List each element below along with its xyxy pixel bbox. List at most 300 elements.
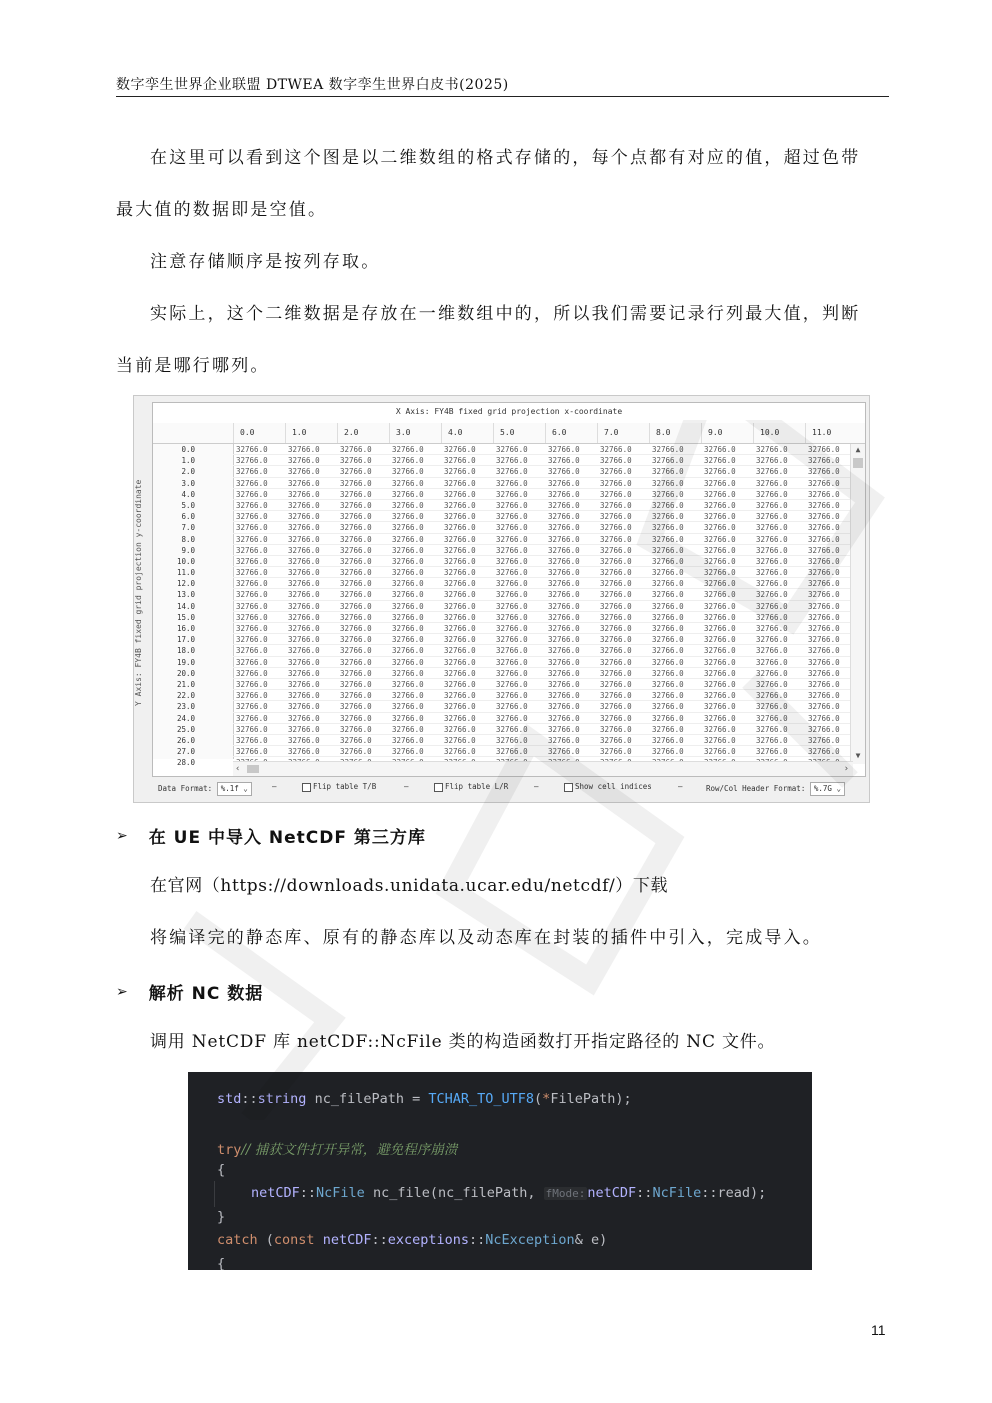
- table-cell[interactable]: 32766.0: [444, 500, 476, 510]
- table-cell[interactable]: 32766.0: [496, 624, 528, 633]
- table-cell[interactable]: 32766.0: [236, 713, 268, 723]
- table-cell[interactable]: 32766.0: [652, 556, 684, 566]
- table-cell[interactable]: 32766.0: [392, 679, 424, 689]
- table-cell[interactable]: 32766.0: [340, 467, 372, 477]
- table-cell[interactable]: 32766.0: [548, 523, 580, 533]
- table-cell[interactable]: 32766.0: [652, 646, 684, 656]
- table-cell[interactable]: 32766.0: [704, 489, 736, 499]
- table-cell[interactable]: 32766.0: [548, 601, 580, 611]
- table-cell[interactable]: 32766.0: [548, 478, 580, 488]
- table-cell[interactable]: 32766.0: [444, 489, 476, 499]
- table-cell[interactable]: 32766.0: [392, 545, 424, 555]
- table-cell[interactable]: 32766.0: [652, 545, 684, 555]
- table-cell[interactable]: 32766.0: [548, 568, 580, 578]
- table-cell[interactable]: 32766.0: [236, 579, 268, 589]
- table-cell[interactable]: 32766.0: [496, 478, 528, 488]
- table-cell[interactable]: 32766.0: [236, 691, 268, 701]
- table-cell[interactable]: 32766.0: [392, 512, 424, 522]
- table-cell[interactable]: 32766.0: [652, 624, 684, 633]
- table-cell[interactable]: 32766.0: [288, 456, 320, 466]
- table-cell[interactable]: 32766.0: [548, 635, 580, 645]
- table-cell[interactable]: 32766.0: [340, 713, 372, 723]
- table-cell[interactable]: 32766.0: [600, 545, 632, 555]
- table-cell[interactable]: 32766.0: [444, 612, 476, 622]
- table-cell[interactable]: 32766.0: [600, 735, 632, 745]
- table-cell[interactable]: 32766.0: [444, 601, 476, 611]
- table-cell[interactable]: 32766.0: [756, 702, 788, 712]
- table-cell[interactable]: 32766.0: [600, 612, 632, 622]
- table-cell[interactable]: 32766.0: [548, 612, 580, 622]
- table-cell[interactable]: 32766.0: [808, 713, 840, 723]
- table-cell[interactable]: 32766.0: [496, 646, 528, 656]
- table-cell[interactable]: 32766.0: [756, 456, 788, 466]
- table-cell[interactable]: 32766.0: [288, 624, 320, 633]
- table-cell[interactable]: 32766.0: [704, 691, 736, 701]
- table-cell[interactable]: 32766.0: [756, 713, 788, 723]
- table-cell[interactable]: 32766.0: [444, 556, 476, 566]
- table-cell[interactable]: 32766.0: [236, 478, 268, 488]
- table-cell[interactable]: 32766.0: [496, 679, 528, 689]
- table-cell[interactable]: 32766.0: [600, 489, 632, 499]
- table-cell[interactable]: 32766.0: [340, 657, 372, 667]
- table-cell[interactable]: 32766.0: [756, 445, 788, 454]
- table-cell[interactable]: 32766.0: [392, 579, 424, 589]
- table-cell[interactable]: 32766.0: [548, 691, 580, 701]
- table-cell[interactable]: 32766.0: [548, 512, 580, 522]
- table-cell[interactable]: 32766.0: [496, 590, 528, 600]
- table-cell[interactable]: 32766.0: [704, 445, 736, 454]
- scroll-down-icon[interactable]: ▼: [855, 751, 861, 760]
- table-cell[interactable]: 32766.0: [444, 635, 476, 645]
- table-cell[interactable]: 32766.0: [392, 534, 424, 544]
- table-cell[interactable]: 32766.0: [236, 657, 268, 667]
- show-cell-indices-checkbox[interactable]: Show cell indices: [564, 782, 652, 792]
- table-cell[interactable]: 32766.0: [600, 668, 632, 678]
- table-cell[interactable]: 32766.0: [808, 500, 840, 510]
- table-cell[interactable]: 32766.0: [652, 735, 684, 745]
- table-cell[interactable]: 32766.0: [392, 735, 424, 745]
- table-cell[interactable]: 32766.0: [600, 590, 632, 600]
- table-cell[interactable]: 32766.0: [652, 523, 684, 533]
- table-cell[interactable]: 32766.0: [444, 512, 476, 522]
- table-cell[interactable]: 32766.0: [496, 657, 528, 667]
- table-cell[interactable]: 32766.0: [548, 735, 580, 745]
- table-cell[interactable]: 32766.0: [808, 735, 840, 745]
- table-cell[interactable]: 32766.0: [288, 612, 320, 622]
- table-cell[interactable]: 32766.0: [600, 601, 632, 611]
- table-cell[interactable]: 32766.0: [600, 500, 632, 510]
- table-cell[interactable]: 32766.0: [704, 612, 736, 622]
- table-cell[interactable]: 32766.0: [548, 500, 580, 510]
- table-cell[interactable]: 32766.0: [288, 579, 320, 589]
- table-cell[interactable]: 32766.0: [756, 724, 788, 734]
- flip-table-lr-checkbox[interactable]: Flip table L/R: [434, 782, 508, 792]
- table-cell[interactable]: 32766.0: [340, 747, 372, 757]
- table-cell[interactable]: 32766.0: [548, 456, 580, 466]
- table-cell[interactable]: 32766.0: [704, 512, 736, 522]
- table-cell[interactable]: 32766.0: [392, 702, 424, 712]
- table-cell[interactable]: 32766.0: [288, 735, 320, 745]
- table-cell[interactable]: 32766.0: [340, 534, 372, 544]
- table-cell[interactable]: 32766.0: [756, 657, 788, 667]
- table-cell[interactable]: 32766.0: [340, 568, 372, 578]
- table-cell[interactable]: 32766.0: [808, 579, 840, 589]
- table-cell[interactable]: 32766.0: [600, 702, 632, 712]
- table-cell[interactable]: 32766.0: [704, 635, 736, 645]
- table-cell[interactable]: 32766.0: [704, 500, 736, 510]
- table-cell[interactable]: 32766.0: [756, 691, 788, 701]
- table-cell[interactable]: 32766.0: [808, 624, 840, 633]
- table-cell[interactable]: 32766.0: [392, 489, 424, 499]
- table-cell[interactable]: 32766.0: [808, 724, 840, 734]
- table-cell[interactable]: 32766.0: [704, 545, 736, 555]
- table-cell[interactable]: 32766.0: [496, 668, 528, 678]
- table-cell[interactable]: 32766.0: [288, 747, 320, 757]
- table-cell[interactable]: 32766.0: [756, 523, 788, 533]
- table-cell[interactable]: 32766.0: [288, 478, 320, 488]
- table-cell[interactable]: 32766.0: [496, 500, 528, 510]
- table-cell[interactable]: 32766.0: [704, 735, 736, 745]
- table-cell[interactable]: 32766.0: [808, 523, 840, 533]
- table-cell[interactable]: 32766.0: [288, 590, 320, 600]
- table-cell[interactable]: 32766.0: [392, 568, 424, 578]
- table-cell[interactable]: 32766.0: [808, 467, 840, 477]
- table-cell[interactable]: 32766.0: [496, 545, 528, 555]
- table-cell[interactable]: 32766.0: [548, 747, 580, 757]
- table-cell[interactable]: 32766.0: [236, 500, 268, 510]
- table-cell[interactable]: 32766.0: [444, 445, 476, 454]
- table-cell[interactable]: 32766.0: [444, 747, 476, 757]
- table-cell[interactable]: 32766.0: [652, 590, 684, 600]
- table-cell[interactable]: 32766.0: [340, 679, 372, 689]
- table-cell[interactable]: 32766.0: [236, 724, 268, 734]
- table-cell[interactable]: 32766.0: [756, 545, 788, 555]
- table-cell[interactable]: 32766.0: [548, 724, 580, 734]
- table-cell[interactable]: 32766.0: [496, 735, 528, 745]
- table-cell[interactable]: 32766.0: [704, 702, 736, 712]
- table-cell[interactable]: 32766.0: [548, 713, 580, 723]
- table-cell[interactable]: 32766.0: [496, 713, 528, 723]
- table-cell[interactable]: 32766.0: [808, 679, 840, 689]
- table-cell[interactable]: 32766.0: [548, 657, 580, 667]
- table-cell[interactable]: 32766.0: [600, 635, 632, 645]
- table-cell[interactable]: 32766.0: [496, 601, 528, 611]
- table-cell[interactable]: 32766.0: [600, 713, 632, 723]
- table-cell[interactable]: 32766.0: [704, 601, 736, 611]
- table-cell[interactable]: 32766.0: [600, 467, 632, 477]
- table-cell[interactable]: 32766.0: [808, 545, 840, 555]
- table-cell[interactable]: 32766.0: [600, 579, 632, 589]
- table-cell[interactable]: 32766.0: [756, 500, 788, 510]
- table-cell[interactable]: 32766.0: [548, 668, 580, 678]
- table-cell[interactable]: 32766.0: [808, 646, 840, 656]
- table-cell[interactable]: 32766.0: [652, 724, 684, 734]
- table-cell[interactable]: 32766.0: [756, 478, 788, 488]
- table-cell[interactable]: 32766.0: [548, 534, 580, 544]
- table-cell[interactable]: 32766.0: [444, 679, 476, 689]
- table-cell[interactable]: 32766.0: [808, 556, 840, 566]
- table-cell[interactable]: 32766.0: [600, 679, 632, 689]
- table-cell[interactable]: 32766.0: [704, 624, 736, 633]
- table-cell[interactable]: 32766.0: [652, 568, 684, 578]
- table-cell[interactable]: 32766.0: [340, 646, 372, 656]
- table-cell[interactable]: 32766.0: [340, 724, 372, 734]
- table-cell[interactable]: 32766.0: [496, 579, 528, 589]
- table-cell[interactable]: 32766.0: [340, 523, 372, 533]
- table-cell[interactable]: 32766.0: [444, 579, 476, 589]
- table-cell[interactable]: 32766.0: [288, 635, 320, 645]
- table-cell[interactable]: 32766.0: [808, 601, 840, 611]
- table-cell[interactable]: 32766.0: [652, 489, 684, 499]
- table-cell[interactable]: 32766.0: [704, 579, 736, 589]
- table-cell[interactable]: 32766.0: [704, 646, 736, 656]
- table-cell[interactable]: 32766.0: [652, 467, 684, 477]
- table-cell[interactable]: 32766.0: [600, 747, 632, 757]
- table-cell[interactable]: 32766.0: [808, 512, 840, 522]
- table-cell[interactable]: 32766.0: [288, 545, 320, 555]
- table-cell[interactable]: 32766.0: [652, 445, 684, 454]
- table-cell[interactable]: 32766.0: [808, 657, 840, 667]
- table-cell[interactable]: 32766.0: [392, 612, 424, 622]
- table-cell[interactable]: 32766.0: [288, 713, 320, 723]
- table-cell[interactable]: 32766.0: [444, 456, 476, 466]
- table-cell[interactable]: 32766.0: [288, 556, 320, 566]
- table-cell[interactable]: 32766.0: [444, 534, 476, 544]
- table-cell[interactable]: 32766.0: [340, 691, 372, 701]
- table-cell[interactable]: 32766.0: [600, 478, 632, 488]
- table-cell[interactable]: 32766.0: [548, 679, 580, 689]
- table-cell[interactable]: 32766.0: [288, 467, 320, 477]
- table-cell[interactable]: 32766.0: [808, 691, 840, 701]
- table-cell[interactable]: 32766.0: [600, 624, 632, 633]
- table-cell[interactable]: 32766.0: [756, 556, 788, 566]
- table-cell[interactable]: 32766.0: [340, 579, 372, 589]
- table-cell[interactable]: 32766.0: [600, 556, 632, 566]
- table-cell[interactable]: 32766.0: [756, 679, 788, 689]
- table-cell[interactable]: 32766.0: [756, 747, 788, 757]
- table-cell[interactable]: 32766.0: [548, 467, 580, 477]
- table-cell[interactable]: 32766.0: [392, 601, 424, 611]
- table-cell[interactable]: 32766.0: [236, 612, 268, 622]
- table-cell[interactable]: 32766.0: [340, 624, 372, 633]
- table-cell[interactable]: 32766.0: [652, 657, 684, 667]
- table-cell[interactable]: 32766.0: [340, 445, 372, 454]
- table-cell[interactable]: 32766.0: [496, 702, 528, 712]
- table-cell[interactable]: 32766.0: [808, 635, 840, 645]
- table-cell[interactable]: 32766.0: [756, 646, 788, 656]
- table-cell[interactable]: 32766.0: [444, 523, 476, 533]
- table-cell[interactable]: 32766.0: [756, 590, 788, 600]
- table-cell[interactable]: 32766.0: [600, 445, 632, 454]
- table-cell[interactable]: 32766.0: [548, 579, 580, 589]
- table-cell[interactable]: 32766.0: [236, 679, 268, 689]
- table-cell[interactable]: 32766.0: [496, 612, 528, 622]
- table-cell[interactable]: 32766.0: [288, 445, 320, 454]
- table-cell[interactable]: 32766.0: [652, 702, 684, 712]
- table-cell[interactable]: 32766.0: [548, 445, 580, 454]
- table-cell[interactable]: 32766.0: [652, 579, 684, 589]
- table-cell[interactable]: 32766.0: [600, 534, 632, 544]
- table-cell[interactable]: 32766.0: [704, 523, 736, 533]
- table-cell[interactable]: 32766.0: [392, 523, 424, 533]
- table-cell[interactable]: 32766.0: [652, 612, 684, 622]
- table-cell[interactable]: 32766.0: [340, 478, 372, 488]
- data-format-select[interactable]: %.1f ⌄: [217, 782, 252, 796]
- table-cell[interactable]: 32766.0: [236, 545, 268, 555]
- table-cell[interactable]: 32766.0: [600, 646, 632, 656]
- table-cell[interactable]: 32766.0: [756, 635, 788, 645]
- table-cell[interactable]: 32766.0: [236, 601, 268, 611]
- table-cell[interactable]: 32766.0: [236, 568, 268, 578]
- table-cell[interactable]: 32766.0: [444, 467, 476, 477]
- table-cell[interactable]: 32766.0: [340, 556, 372, 566]
- table-cell[interactable]: 32766.0: [652, 691, 684, 701]
- scroll-up-icon[interactable]: ▲: [855, 445, 861, 454]
- table-cell[interactable]: 32766.0: [288, 512, 320, 522]
- scroll-thumb[interactable]: [853, 458, 863, 468]
- table-cell[interactable]: 32766.0: [340, 456, 372, 466]
- table-cell[interactable]: 32766.0: [444, 568, 476, 578]
- table-cell[interactable]: 32766.0: [496, 456, 528, 466]
- table-cell[interactable]: 32766.0: [652, 456, 684, 466]
- table-cell[interactable]: 32766.0: [756, 601, 788, 611]
- table-cell[interactable]: 32766.0: [444, 590, 476, 600]
- table-cell[interactable]: 32766.0: [236, 556, 268, 566]
- table-cell[interactable]: 32766.0: [652, 601, 684, 611]
- table-cell[interactable]: 32766.0: [548, 545, 580, 555]
- table-cell[interactable]: 32766.0: [392, 556, 424, 566]
- table-cell[interactable]: 32766.0: [756, 568, 788, 578]
- table-cell[interactable]: 32766.0: [288, 500, 320, 510]
- table-cell[interactable]: 32766.0: [340, 635, 372, 645]
- table-cell[interactable]: 32766.0: [704, 568, 736, 578]
- table-cell[interactable]: 32766.0: [444, 646, 476, 656]
- table-cell[interactable]: 32766.0: [288, 534, 320, 544]
- table-cell[interactable]: 32766.0: [236, 635, 268, 645]
- table-cell[interactable]: 32766.0: [444, 624, 476, 633]
- table-cell[interactable]: 32766.0: [704, 478, 736, 488]
- table-cell[interactable]: 32766.0: [340, 489, 372, 499]
- scroll-right-icon[interactable]: ›: [843, 764, 849, 774]
- table-cell[interactable]: 32766.0: [808, 489, 840, 499]
- table-cell[interactable]: 32766.0: [392, 657, 424, 667]
- table-cell[interactable]: 32766.0: [288, 646, 320, 656]
- table-cell[interactable]: 32766.0: [236, 456, 268, 466]
- scroll-left-icon[interactable]: ‹: [235, 764, 241, 774]
- table-cell[interactable]: 32766.0: [392, 724, 424, 734]
- table-cell[interactable]: 32766.0: [340, 668, 372, 678]
- table-cell[interactable]: 32766.0: [704, 713, 736, 723]
- table-cell[interactable]: 32766.0: [756, 735, 788, 745]
- table-cell[interactable]: 32766.0: [236, 590, 268, 600]
- table-cell[interactable]: 32766.0: [652, 512, 684, 522]
- table-cell[interactable]: 32766.0: [496, 747, 528, 757]
- table-cell[interactable]: 32766.0: [652, 747, 684, 757]
- table-cell[interactable]: 32766.0: [756, 612, 788, 622]
- table-cell[interactable]: 32766.0: [392, 691, 424, 701]
- table-cell[interactable]: 32766.0: [340, 735, 372, 745]
- table-cell[interactable]: 32766.0: [652, 534, 684, 544]
- table-cell[interactable]: 32766.0: [756, 624, 788, 633]
- table-cell[interactable]: 32766.0: [548, 646, 580, 656]
- table-cell[interactable]: 32766.0: [496, 512, 528, 522]
- table-cell[interactable]: 32766.0: [600, 657, 632, 667]
- horizontal-scrollbar[interactable]: [233, 761, 853, 776]
- table-cell[interactable]: 32766.0: [808, 702, 840, 712]
- table-cell[interactable]: 32766.0: [496, 635, 528, 645]
- table-cell[interactable]: 32766.0: [808, 568, 840, 578]
- table-cell[interactable]: 32766.0: [288, 601, 320, 611]
- table-cell[interactable]: 32766.0: [652, 713, 684, 723]
- table-cell[interactable]: 32766.0: [392, 635, 424, 645]
- table-cell[interactable]: 32766.0: [288, 724, 320, 734]
- table-cell[interactable]: 32766.0: [236, 489, 268, 499]
- table-cell[interactable]: 32766.0: [496, 489, 528, 499]
- table-cell[interactable]: 32766.0: [704, 534, 736, 544]
- table-cell[interactable]: 32766.0: [600, 691, 632, 701]
- table-cell[interactable]: 32766.0: [444, 478, 476, 488]
- table-cell[interactable]: 32766.0: [704, 467, 736, 477]
- table-cell[interactable]: 32766.0: [288, 489, 320, 499]
- table-cell[interactable]: 32766.0: [392, 713, 424, 723]
- table-cell[interactable]: 32766.0: [756, 512, 788, 522]
- table-cell[interactable]: 32766.0: [652, 500, 684, 510]
- table-cell[interactable]: 32766.0: [652, 635, 684, 645]
- table-cell[interactable]: 32766.0: [808, 456, 840, 466]
- table-cell[interactable]: 32766.0: [236, 702, 268, 712]
- table-cell[interactable]: 32766.0: [236, 534, 268, 544]
- table-cell[interactable]: 32766.0: [236, 747, 268, 757]
- table-cell[interactable]: 32766.0: [600, 523, 632, 533]
- table-cell[interactable]: 32766.0: [444, 657, 476, 667]
- table-cell[interactable]: 32766.0: [756, 489, 788, 499]
- table-cell[interactable]: 32766.0: [392, 624, 424, 633]
- table-cell[interactable]: 32766.0: [756, 534, 788, 544]
- table-cell[interactable]: 32766.0: [288, 691, 320, 701]
- table-cell[interactable]: 32766.0: [288, 523, 320, 533]
- table-cell[interactable]: 32766.0: [392, 467, 424, 477]
- table-cell[interactable]: 32766.0: [600, 724, 632, 734]
- table-cell[interactable]: 32766.0: [392, 445, 424, 454]
- table-cell[interactable]: 32766.0: [652, 668, 684, 678]
- table-cell[interactable]: 32766.0: [340, 612, 372, 622]
- table-cell[interactable]: 32766.0: [340, 500, 372, 510]
- flip-table-tb-checkbox[interactable]: Flip table T/B: [302, 782, 376, 792]
- table-cell[interactable]: 32766.0: [756, 579, 788, 589]
- table-cell[interactable]: 32766.0: [704, 590, 736, 600]
- table-cell[interactable]: 32766.0: [340, 702, 372, 712]
- table-cell[interactable]: 32766.0: [236, 624, 268, 633]
- table-cell[interactable]: 32766.0: [496, 523, 528, 533]
- table-cell[interactable]: 32766.0: [496, 691, 528, 701]
- table-cell[interactable]: 32766.0: [288, 679, 320, 689]
- table-cell[interactable]: 32766.0: [548, 624, 580, 633]
- table-cell[interactable]: 32766.0: [392, 590, 424, 600]
- table-cell[interactable]: 32766.0: [808, 534, 840, 544]
- table-cell[interactable]: 32766.0: [288, 702, 320, 712]
- table-cell[interactable]: 32766.0: [756, 467, 788, 477]
- table-cell[interactable]: 32766.0: [288, 657, 320, 667]
- table-cell[interactable]: 32766.0: [392, 478, 424, 488]
- table-cell[interactable]: 32766.0: [496, 568, 528, 578]
- table-cell[interactable]: 32766.0: [704, 747, 736, 757]
- table-cell[interactable]: 32766.0: [808, 445, 840, 454]
- vertical-scrollbar[interactable]: [850, 444, 865, 764]
- table-cell[interactable]: 32766.0: [548, 702, 580, 712]
- table-cell[interactable]: 32766.0: [496, 467, 528, 477]
- table-cell[interactable]: 32766.0: [236, 523, 268, 533]
- table-cell[interactable]: 32766.0: [444, 545, 476, 555]
